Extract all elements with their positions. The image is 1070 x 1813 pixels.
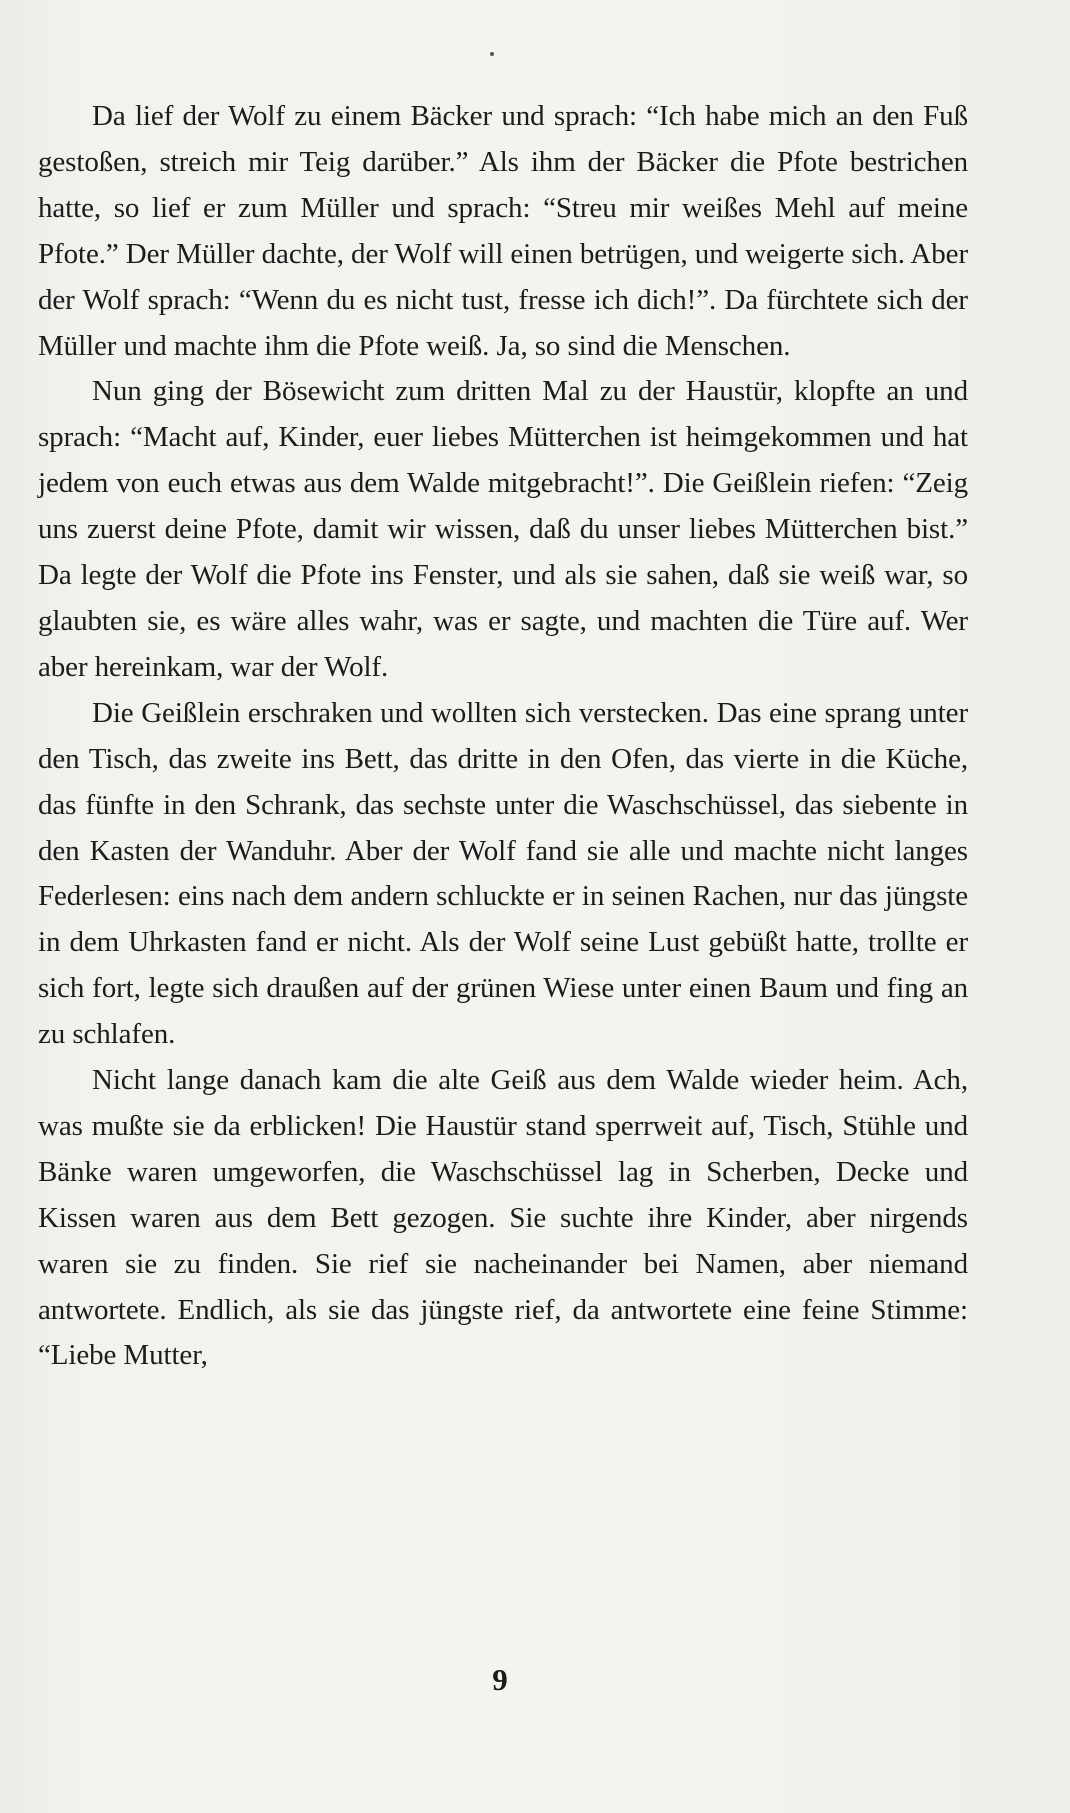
paragraph: Nicht lange danach kam die alte Geiß aus dem Walde wieder heim. Ach, was mußte sie da erblicken! Die Haustür stand sperrweit auf, Tisch, Stühle und Bänke waren umgeworfen, die Waschschüssel lag in Scherben, Decke und Kissen waren aus dem Bett gezogen. Sie suchte ihre Kinder, aber nirgends waren sie zu finden. Sie rief sie nacheinander bei Namen, aber niemand antwortete. Endlich, als sie das jüngste rief, da antwortete eine feine Stimme: “Liebe Mutter,: [38, 1064, 968, 1372]
body-text: [38, 94, 968, 1379]
page-number: 9: [492, 1662, 508, 1697]
paragraph: Da lief der Wolf zu einem Bäcker und sprach: “Ich habe mich an den Fuß gestoßen, streich mir Teig darüber.” Als ihm der Bäcker die Pfote bestrichen hatte, so lief er zum Müller und sprach: “Streu mir weißes Mehl auf meine Pfote.” Der Müller dachte, der Wolf will einen betrügen, und weigerte sich. Aber der Wolf sprach: “Wenn du es nicht tust, fresse ich dich!”. Da fürchtete sich der Müller und machte ihm die Pfote weiß. Ja, so sind die Menschen.: [38, 100, 968, 362]
speck-mark: [490, 52, 494, 56]
paragraph: Nun ging der Bösewicht zum dritten Mal zu der Haustür, klopfte an und sprach: “Macht auf, Kinder, euer liebes Mütterchen ist heimgekommen und hat jedem von euch etwas aus dem Walde mitgebracht!”. Die Geißlein riefen: “Zeig uns zuerst deine Pfote, damit wir wissen, daß du unser liebes Mütterchen bist.” Da legte der Wolf die Pfote ins Fenster, und als sie sahen, daß sie weiß war, so glaubten sie, es wäre alles wahr, was er sagte, und machten die Türe auf. Wer aber hereinkam, war der Wolf.: [38, 375, 968, 683]
paragraph: Die Geißlein erschraken und wollten sich verstecken. Das eine sprang unter den Tisch, das zweite ins Bett, das dritte in den Ofen, das vierte in die Küche, das fünfte in den Schrank, das sechste unter die Waschschüssel, das siebente in den Kasten der Wanduhr. Aber der Wolf fand sie alle und machte nicht langes Federlesen: eins nach dem andern schluckte er in seinen Rachen, nur das jüngste in dem Uhrkasten fand er nicht. Als der Wolf seine Lust gebüßt hatte, trollte er sich fort, legte sich draußen auf der grünen Wiese unter einen Baum und fing an zu schlafen.: [38, 696, 968, 1051]
